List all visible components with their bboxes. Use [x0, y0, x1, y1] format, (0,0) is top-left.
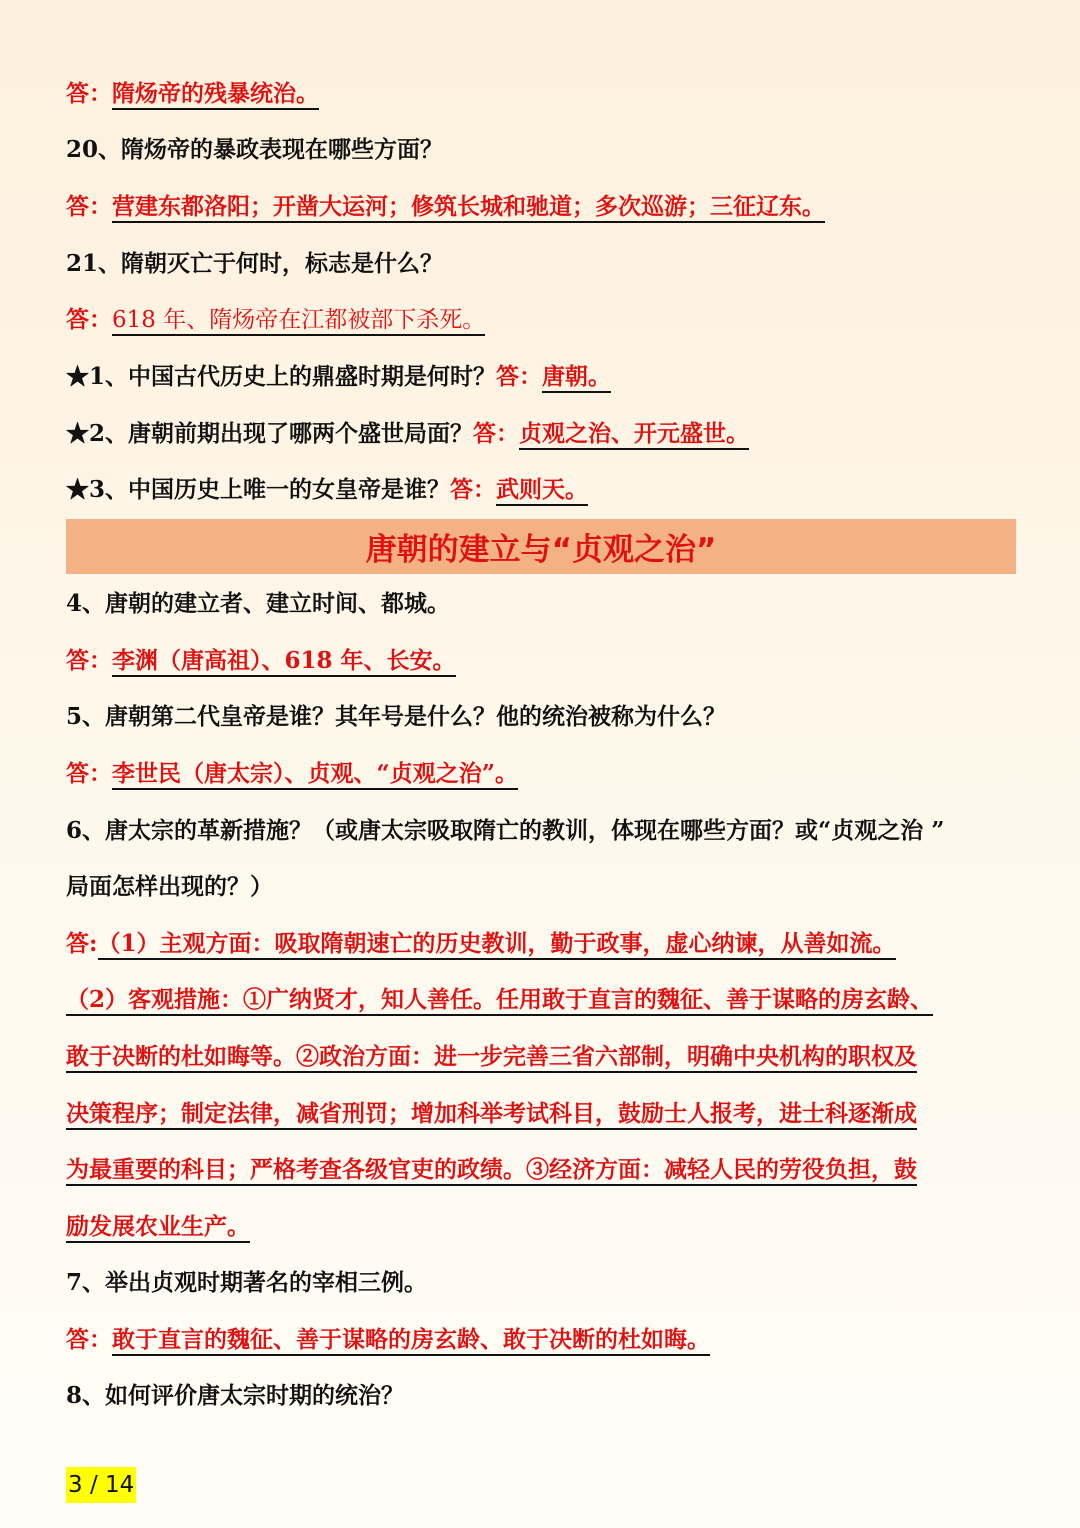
question-4: 4、唐朝的建立者、建立时间、都城。 [66, 590, 451, 617]
question-6-line-2: 局面怎样出现的？） [66, 873, 273, 900]
question-8: 8、如何评价唐太宗时期的统治？ [66, 1382, 405, 1409]
page-number: 3 / 14 [66, 1467, 136, 1503]
answer-6-line-6: 励发展农业生产。 [66, 1207, 250, 1247]
answer-6-line-2: （2）客观措施：①广纳贤才，知人善任。任用敢于直言的魏征、善于谋略的房玄龄、 [66, 980, 933, 1020]
answer-6-line-1: 答:（1）主观方面：吸取隋朝速亡的历史教训，勤于政事，虚心纳谏，从善如流。 [66, 924, 896, 964]
answer-6-line-5: 为最重要的科目；严格考查各级官吏的政绩。③经济方面：减轻人民的劳役负担，鼓 [66, 1150, 917, 1190]
star-question-2: ★2、唐朝前期出现了哪两个盛世局面？答：贞观之治、开元盛世。 [66, 414, 749, 454]
answer-20: 答：营建东都洛阳；开凿大运河；修筑长城和驰道；多次巡游；三征辽东。 [66, 187, 825, 227]
answer-6-line-3: 敢于决断的杜如晦等。②政治方面：进一步完善三省六部制，明确中央机构的职权及 [66, 1037, 917, 1077]
answer-21: 答：618 年、隋炀帝在江都被部下杀死。 [66, 300, 485, 340]
answer-19: 答：隋炀帝的残暴统治。 [66, 74, 319, 114]
star-question-3: ★3、中国历史上唯一的女皇帝是谁？答：武则天。 [66, 470, 588, 510]
question-6-line-1: 6、唐太宗的革新措施？（或唐太宗吸取隋亡的教训，体现在哪些方面？或“贞观之治 ” [66, 817, 945, 844]
star-question-1: ★1、中国古代历史上的鼎盛时期是何时？答：唐朝。 [66, 357, 611, 397]
question-5: 5、唐朝第二代皇帝是谁？其年号是什么？他的统治被称为什么？ [66, 703, 727, 730]
question-7: 7、举出贞观时期著名的宰相三例。 [66, 1269, 428, 1296]
answer-4: 答：李渊（唐高祖）、618 年、长安。 [66, 641, 456, 681]
answer-6-line-4: 决策程序；制定法律，减省刑罚；增加科举考试科目，鼓励士人报考，进士科逐渐成 [66, 1094, 917, 1134]
answer-5: 答：李世民（唐太宗）、贞观、“贞观之治”。 [66, 754, 518, 794]
answer-7: 答：敢于直言的魏征、善于谋略的房玄龄、敢于决断的杜如晦。 [66, 1320, 710, 1360]
section-banner [66, 519, 1016, 574]
section-title: 唐朝的建立与“贞观之治” [365, 532, 717, 568]
question-20: 20、隋炀帝的暴政表现在哪些方面？ [66, 136, 444, 163]
question-21: 21、隋朝灭亡于何时，标志是什么？ [66, 250, 444, 277]
